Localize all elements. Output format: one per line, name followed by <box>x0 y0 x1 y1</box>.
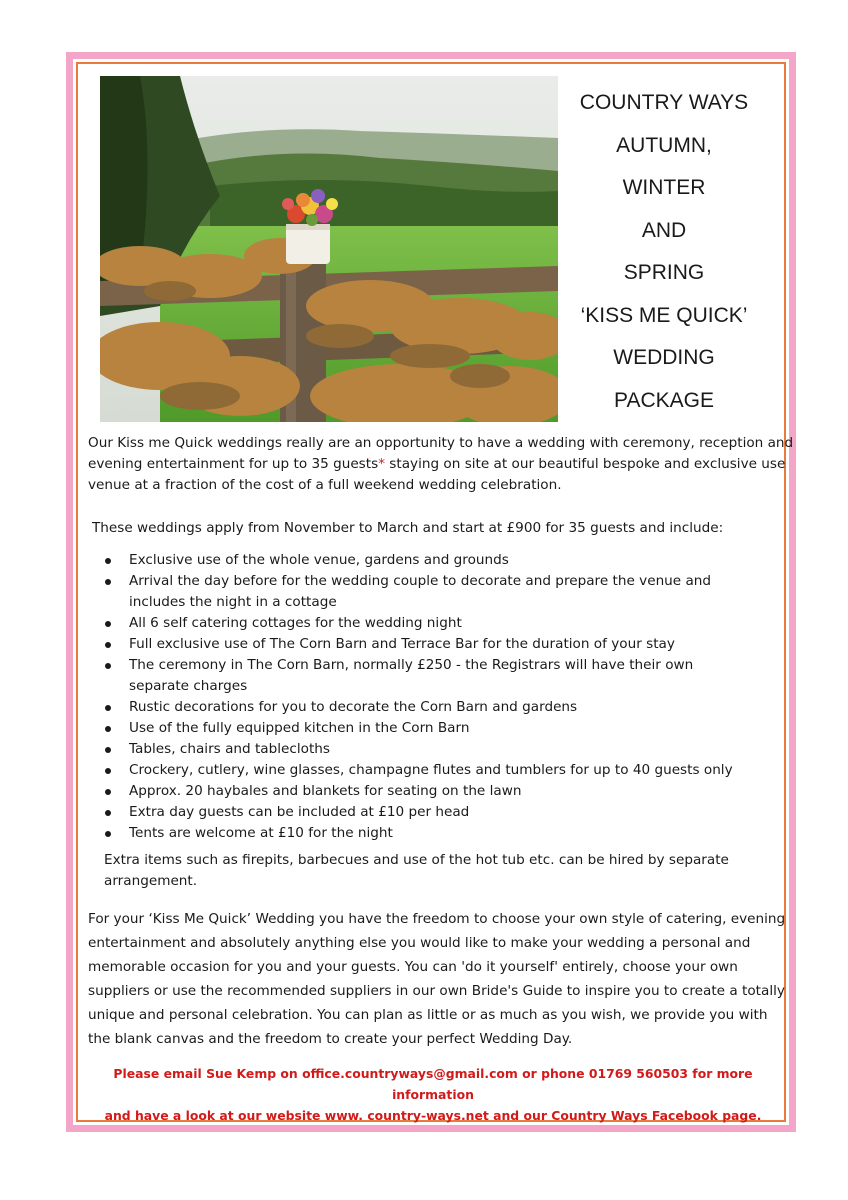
title-line: COUNTRY WAYS <box>579 91 749 114</box>
list-item: Rustic decorations for you to decorate the Corn Barn and gardens <box>104 697 734 718</box>
title-line: WINTER <box>622 176 706 199</box>
intro-text-continued: staying on site at our beautiful bespoke and exclusive use venue at a fraction of the cost of a full weekend wedding celebration. <box>88 456 786 493</box>
title-line: AUTUMN, <box>616 133 712 157</box>
intro-paragraph <box>88 433 800 496</box>
list-item: Use of the fully equipped kitchen in the Corn Barn <box>104 718 734 739</box>
package-lead: These weddings apply from November to March and start at £900 for 35 guests and include: <box>92 520 724 536</box>
contact-line-email: Please email Sue Kemp on office.countryways@gmail.com or phone 01769 560503 for more information <box>113 1066 753 1102</box>
list-item: Exclusive use of the whole venue, gardens and grounds <box>104 550 734 571</box>
venue-photo <box>100 76 558 422</box>
list-item: Extra day guests can be included at £10 per head <box>104 802 734 823</box>
closing-paragraph: For your ‘Kiss Me Quick’ Wedding you have the freedom to choose your own style of catering, evening entertainment and absolutely anything else you would like to make your wedding a personal and memorable occasion for you and your guests. You can 'do it yourself' entirely, choose your own suppliers or use the recommended suppliers in our own Bride's Guide to inspire you to create a totally unique and personal celebration. You can plan as little or as much as you wish, we provide you with the blank canvas and the freedom to create your perfect Wedding Day. <box>88 911 786 1047</box>
package-inclusions-list <box>104 550 734 844</box>
list-item: Tables, chairs and tablecloths <box>104 739 734 760</box>
title-line: PACKAGE <box>614 388 714 412</box>
title-block <box>560 82 768 422</box>
title-line: WEDDING <box>613 346 715 369</box>
list-item: Approx. 20 haybales and blankets for seating on the lawn <box>104 781 734 802</box>
list-item: All 6 self catering cottages for the wedding night <box>104 613 734 634</box>
contact-info <box>80 1063 786 1126</box>
title-line: AND <box>641 218 687 242</box>
extra-items-note: Extra items such as firepits, barbecues and use of the hot tub etc. can be hired by separate arrangement. <box>104 852 729 889</box>
title-line: ‘KISS ME QUICK’ <box>580 303 748 327</box>
list-item: Full exclusive use of The Corn Barn and Terrace Bar for the duration of your stay <box>104 634 734 655</box>
list-item: Arrival the day before for the wedding couple to decorate and prepare the venue and includes the night in a cottage <box>104 571 734 613</box>
list-item: Tents are welcome at £10 for the night <box>104 823 734 844</box>
list-item: Crockery, cutlery, wine glasses, champagne flutes and tumblers for up to 40 guests only <box>104 760 734 781</box>
list-item: The ceremony in The Corn Barn, normally £250 - the Registrars will have their own separate charges <box>104 655 734 697</box>
guest-asterisk: * <box>378 456 385 472</box>
title-line: SPRING <box>623 261 705 284</box>
intro-text: Our Kiss me Quick weddings really are an opportunity to have a wedding with ceremony, reception and evening entertainment for up to 35 guests <box>88 435 794 472</box>
contact-line-website: and have a look at our website www. country-ways.net and our Country Ways Facebook page. <box>104 1108 762 1123</box>
